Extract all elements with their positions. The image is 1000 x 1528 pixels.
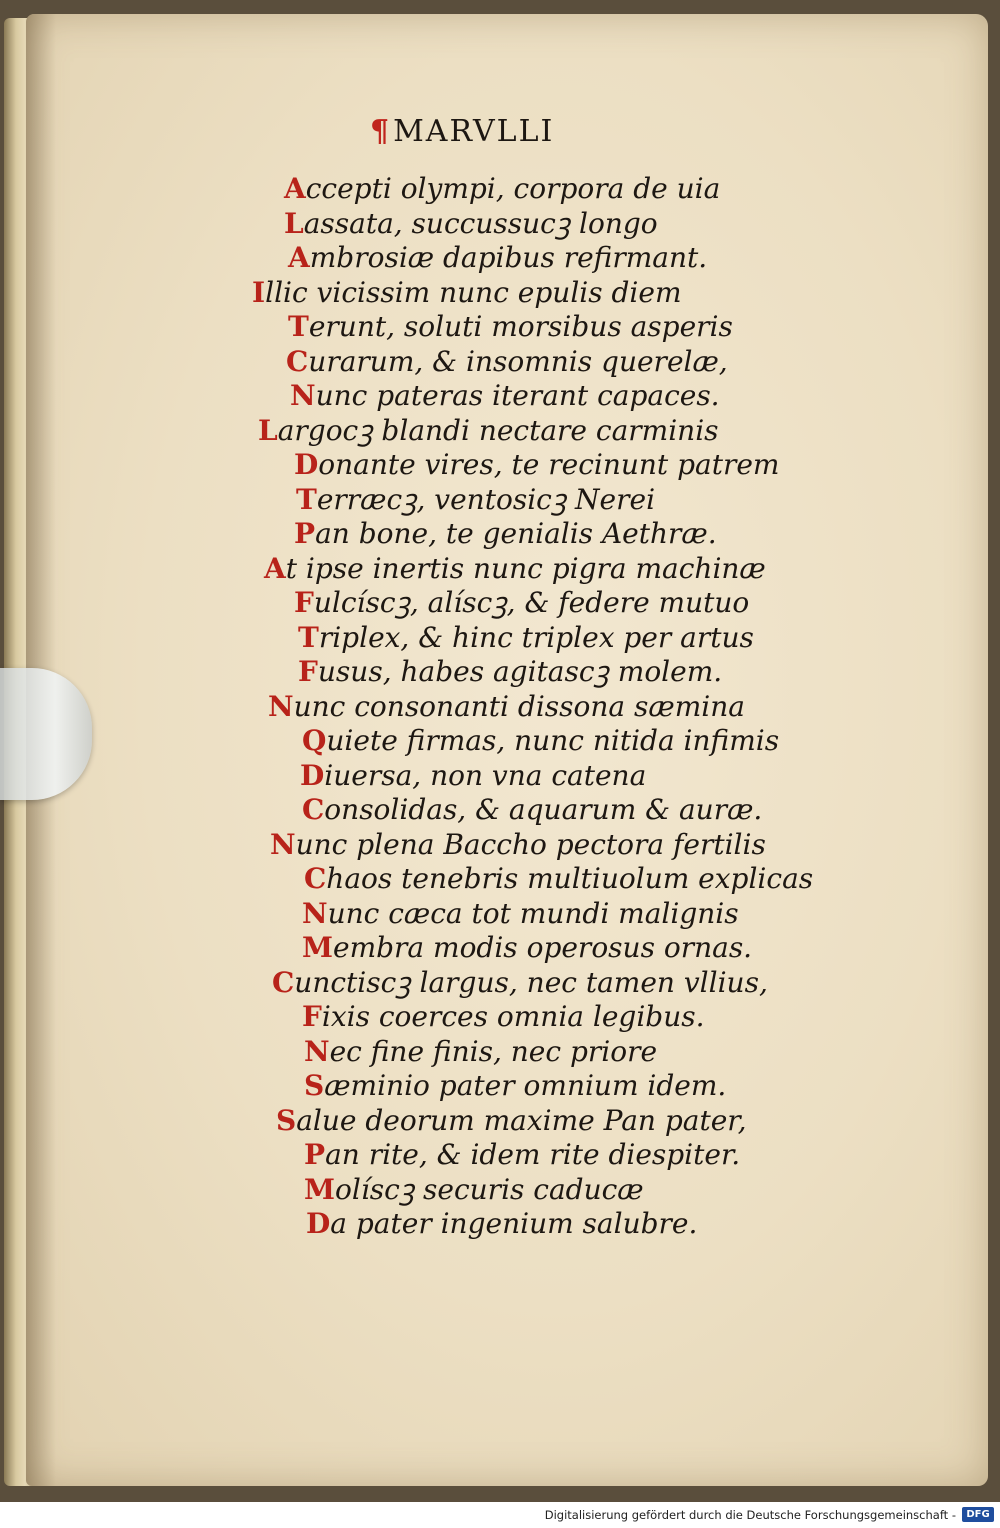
digitization-footer bbox=[0, 1502, 1000, 1528]
verse-text: ulcíscꝫ, alíscꝫ, & federe mutuo bbox=[313, 586, 750, 619]
verse-line bbox=[26, 310, 988, 345]
rubricated-initial: L bbox=[258, 413, 278, 447]
rubricated-initial: N bbox=[304, 1034, 330, 1068]
verse-text: t ipse inertis nunc pigra machinæ bbox=[285, 551, 766, 585]
rubricated-initial: C bbox=[302, 793, 325, 826]
rubricated-initial: S bbox=[276, 1103, 297, 1137]
rubricated-initial: T bbox=[298, 620, 319, 654]
verse-line bbox=[26, 552, 988, 587]
verse-line bbox=[26, 517, 988, 552]
pilcrow-mark: ¶ bbox=[370, 114, 392, 149]
verse-block bbox=[26, 172, 988, 1242]
verse-text: usus, habes agitascꝫ molem. bbox=[317, 655, 723, 688]
verse-line bbox=[26, 1000, 988, 1035]
verse-text: assata, succussucꝫ longo bbox=[303, 206, 658, 240]
verse-text: ec fine finis, nec priore bbox=[329, 1034, 658, 1068]
verse-line bbox=[26, 724, 988, 759]
verse-line bbox=[26, 759, 988, 794]
verse-line bbox=[26, 862, 988, 897]
verse-line bbox=[26, 897, 988, 932]
rubricated-initial: I bbox=[252, 275, 266, 309]
verse-line bbox=[26, 1035, 988, 1070]
verse-text: an rite, & idem rite diespiter. bbox=[325, 1138, 741, 1171]
verse-text: uiete firmas, nunc nitida infimis bbox=[326, 724, 780, 757]
verse-line bbox=[26, 414, 988, 449]
verse-text: riplex, & hinc triplex per artus bbox=[318, 620, 754, 654]
verse-line bbox=[26, 276, 988, 311]
verse-text: a pater ingenium salubre. bbox=[330, 1207, 698, 1240]
funding-credit: Digitalisierung gefördert durch die Deutsche Forschungsgemeinschaft - bbox=[544, 1508, 956, 1522]
rubricated-initial: N bbox=[270, 827, 296, 861]
verse-text: iuersa, non vna catena bbox=[324, 758, 647, 792]
verse-line bbox=[26, 655, 988, 690]
rubricated-initial: N bbox=[290, 379, 316, 412]
rubricated-initial: N bbox=[268, 689, 294, 723]
verse-text: ixis coerces omnia legibus. bbox=[321, 1000, 705, 1033]
running-head bbox=[370, 114, 554, 149]
rubricated-initial: N bbox=[302, 896, 328, 930]
rubricated-initial: A bbox=[264, 551, 286, 585]
verse-text: mbrosiæ dapibus refirmant. bbox=[309, 241, 708, 274]
verse-text: alue deorum maxime Pan pater, bbox=[296, 1103, 747, 1137]
verse-line bbox=[26, 1069, 988, 1104]
verse-text: embra modis operosus ornas. bbox=[333, 931, 753, 964]
verse-text: erunt, soluti morsibus asperis bbox=[308, 310, 733, 343]
verse-line bbox=[26, 931, 988, 966]
verse-line bbox=[26, 448, 988, 483]
verse-text: an bone, te genialis Aethræ. bbox=[315, 517, 717, 550]
verse-line bbox=[26, 1138, 988, 1173]
rubricated-initial: A bbox=[284, 172, 306, 205]
rubricated-initial: T bbox=[296, 482, 317, 516]
rubricated-initial: M bbox=[304, 1172, 335, 1206]
verse-line bbox=[26, 966, 988, 1001]
verse-line bbox=[26, 793, 988, 828]
verse-text: argocꝫ blandi nectare carminis bbox=[277, 413, 719, 447]
verse-line bbox=[26, 207, 988, 242]
verse-line bbox=[26, 379, 988, 414]
rubricated-initial: C bbox=[286, 344, 309, 378]
dfg-logo-icon: DFG bbox=[962, 1507, 994, 1522]
verse-line bbox=[26, 241, 988, 276]
rubricated-initial: A bbox=[288, 241, 310, 274]
rubricated-initial: C bbox=[304, 862, 327, 895]
rubricated-initial: D bbox=[306, 1207, 331, 1240]
verse-text: urarum, & insomnis querelæ, bbox=[308, 344, 728, 378]
rubricated-initial: Q bbox=[302, 724, 327, 757]
verse-line bbox=[26, 172, 988, 207]
verse-text: erræcꝫ, ventosicꝫ Nerei bbox=[316, 482, 656, 516]
book-page bbox=[26, 14, 988, 1486]
rubricated-initial: S bbox=[304, 1069, 325, 1102]
rubricated-initial: L bbox=[284, 206, 304, 240]
verse-text: unc plena Baccho pectora fertilis bbox=[295, 827, 766, 861]
verse-line bbox=[26, 1207, 988, 1242]
rubricated-initial: D bbox=[300, 758, 325, 792]
rubricated-initial: T bbox=[288, 310, 309, 343]
rubricated-initial: P bbox=[294, 517, 316, 550]
verse-text: ccepti olympi, corpora de uia bbox=[305, 172, 721, 205]
rubricated-initial: F bbox=[298, 655, 318, 688]
verse-text: haos tenebris multiuolum explicas bbox=[326, 862, 814, 895]
verse-text: unctiscꝫ largus, nec tamen vllius, bbox=[294, 965, 768, 999]
verse-text: unc pateras iterant capaces. bbox=[315, 379, 720, 412]
verse-line bbox=[26, 1173, 988, 1208]
verse-line bbox=[26, 345, 988, 380]
verse-text: llic vicissim nunc epulis diem bbox=[265, 275, 682, 309]
rubricated-initial: F bbox=[302, 1000, 322, 1033]
verse-text: onsolidas, & aquarum & auræ. bbox=[324, 793, 763, 826]
verse-line bbox=[26, 586, 988, 621]
verse-text: olíscꝫ securis caducæ bbox=[335, 1172, 644, 1206]
running-head-text: MARVLLI bbox=[393, 114, 555, 149]
verse-line bbox=[26, 828, 988, 863]
verse-text: unc consonanti dissona sæmina bbox=[293, 689, 745, 723]
verse-text: onante vires, te recinunt patrem bbox=[318, 448, 780, 481]
verse-line bbox=[26, 1104, 988, 1139]
rubricated-initial: M bbox=[302, 931, 333, 964]
verse-line bbox=[26, 483, 988, 518]
rubricated-initial: P bbox=[304, 1138, 326, 1171]
rubricated-initial: F bbox=[294, 586, 314, 619]
verse-text: æminio pater omnium idem. bbox=[324, 1069, 727, 1102]
rubricated-initial: D bbox=[294, 448, 319, 481]
verse-line bbox=[26, 690, 988, 725]
verse-text: unc cæca tot mundi malignis bbox=[327, 896, 739, 930]
verse-line bbox=[26, 621, 988, 656]
rubricated-initial: C bbox=[272, 965, 295, 999]
